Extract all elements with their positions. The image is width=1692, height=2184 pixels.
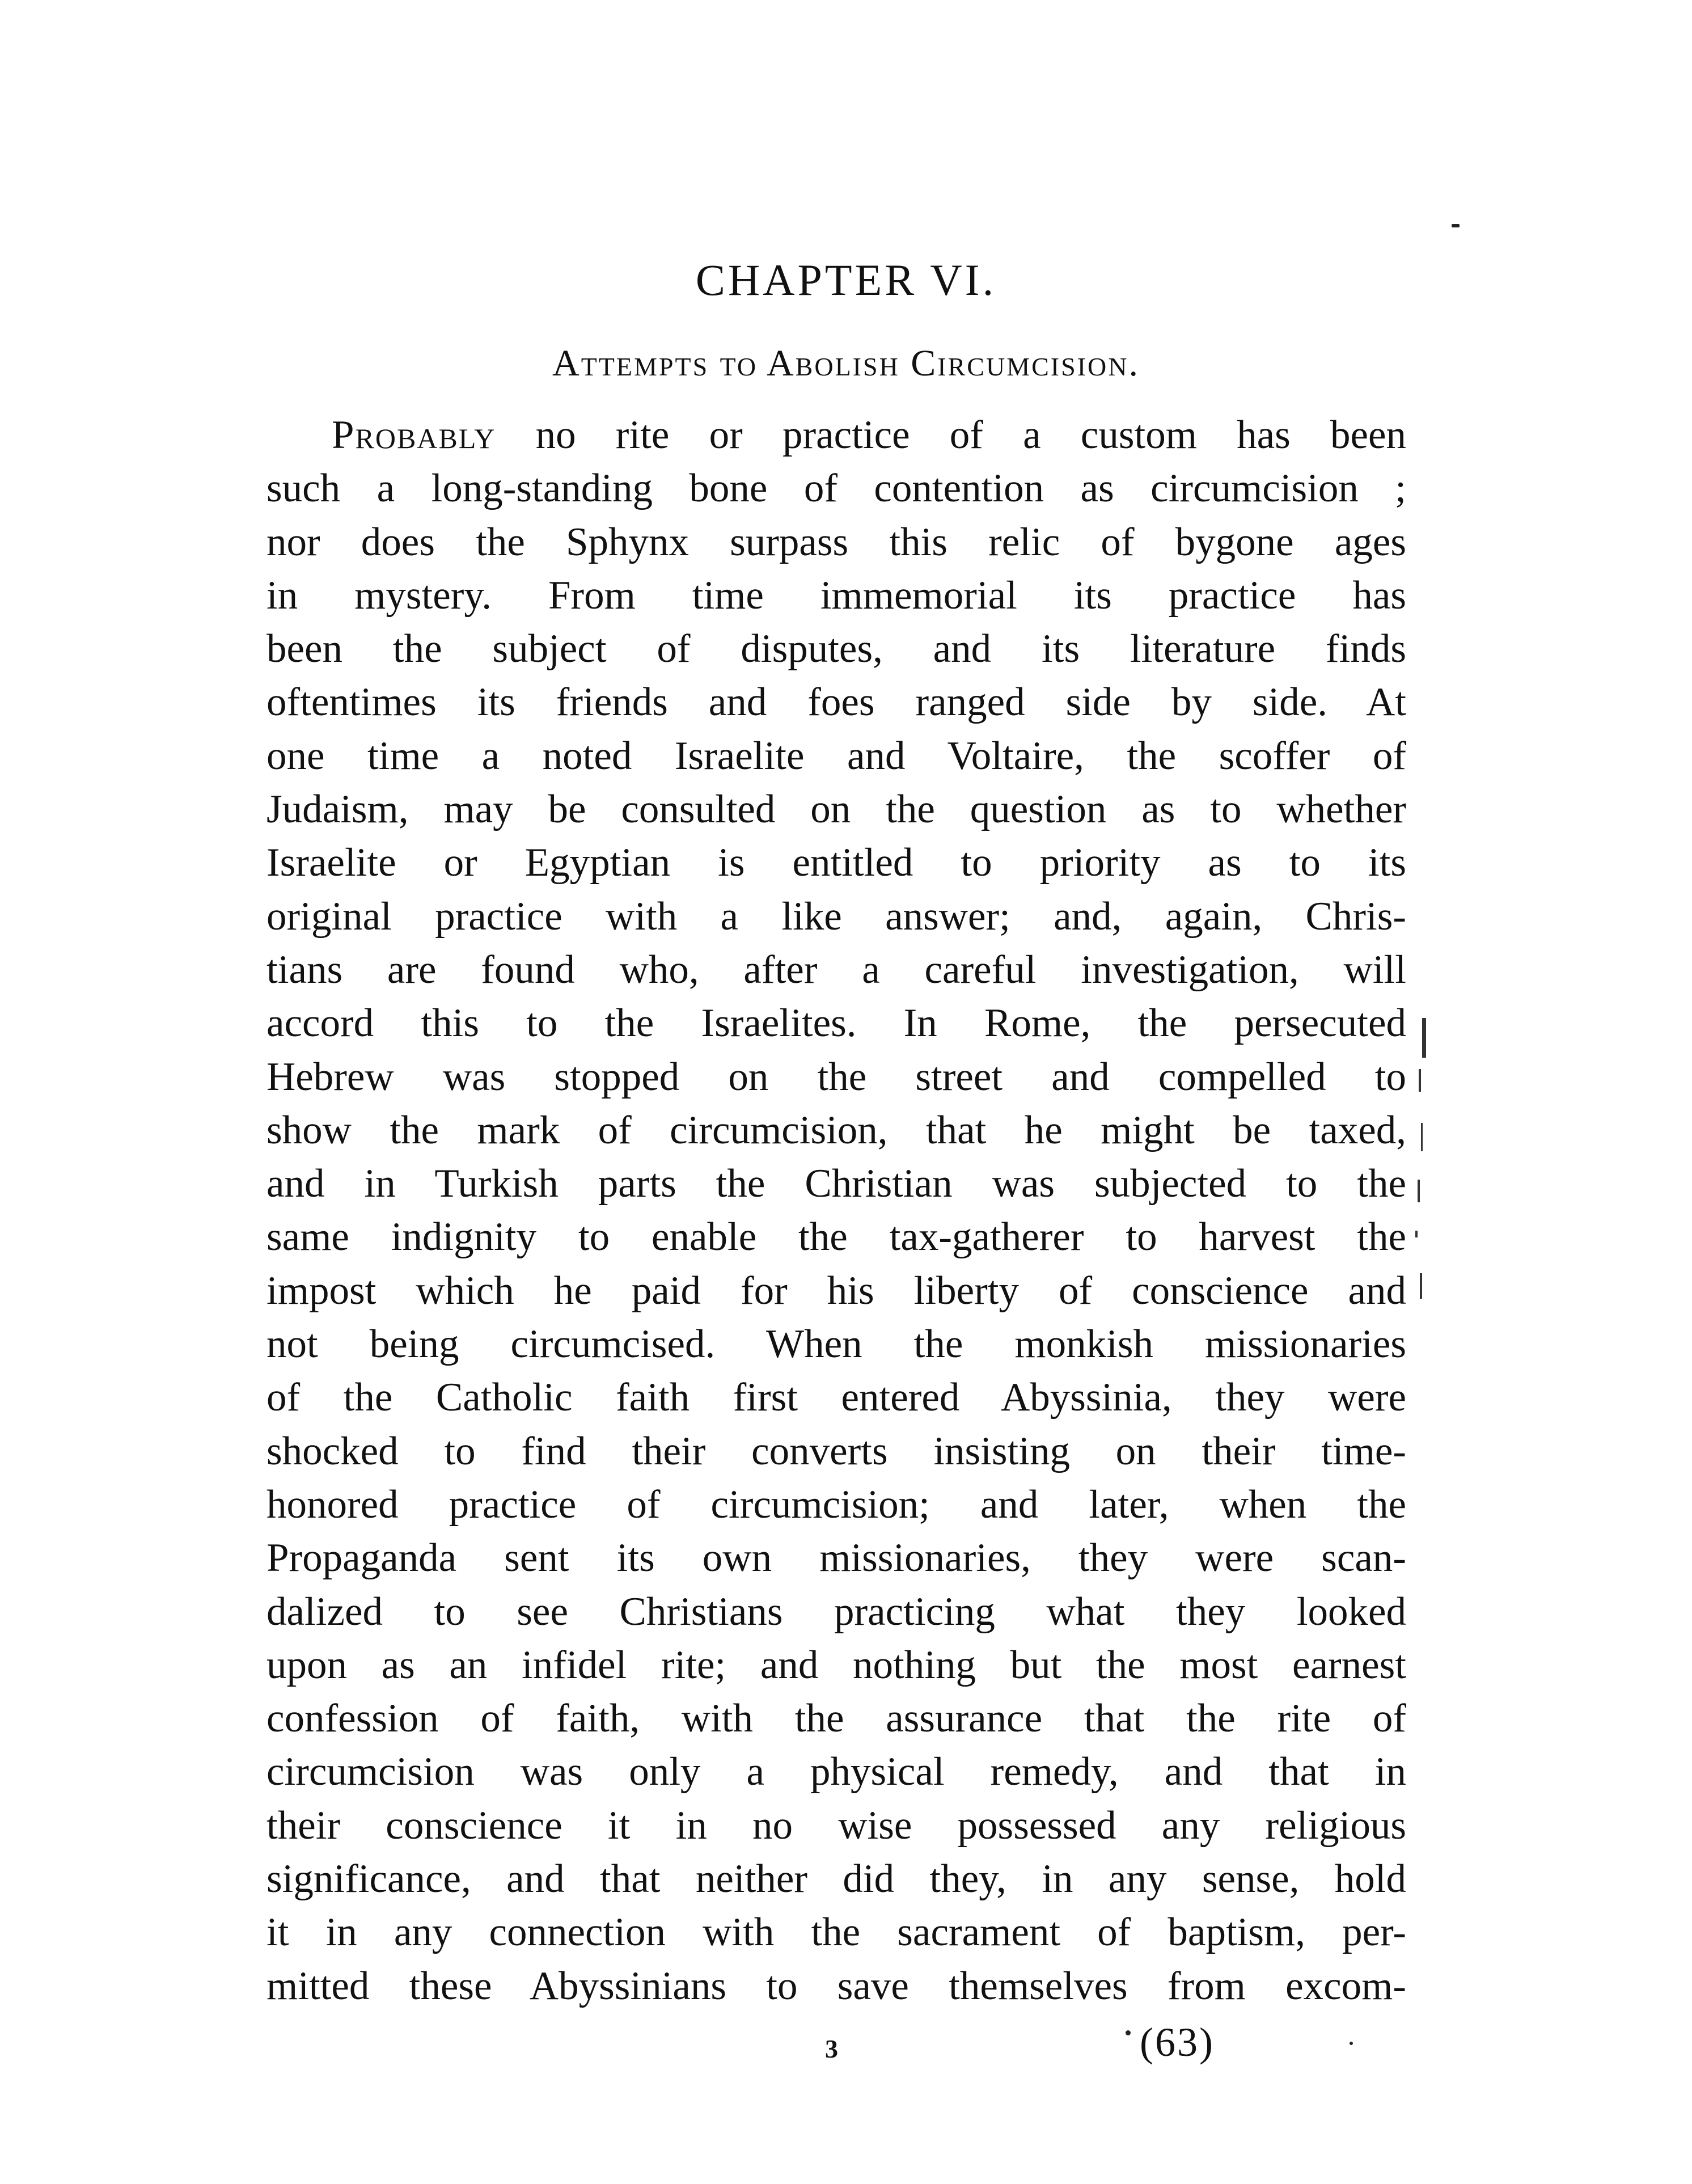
text-line: original practice with a like answer; and, again, Chris- (267, 894, 1406, 939)
text-line: impost which he paid for his liberty of conscience and (267, 1268, 1406, 1313)
text-line: Israelite or Egyptian is entitled to priority as to its (267, 840, 1406, 885)
text-line: significance, and that neither did they, in any sense, hold (267, 1857, 1406, 1902)
text-line: not being circumcised. When the monkish missionaries (267, 1322, 1406, 1367)
text-line: in mystery. From time immemorial its practice has (267, 573, 1406, 618)
text-line: Judaism, may be consulted on the question as to whether (267, 787, 1406, 832)
text-line: mitted these Abyssinians to save themselves from excom- (267, 1963, 1406, 2008)
text-line: oftentimes its friends and foes ranged side by side. At (267, 680, 1406, 725)
text-line: nor does the Sphynx surpass this relic of bygone ages (267, 519, 1406, 564)
lead-word: Probably (332, 413, 496, 457)
text-line: circumcision was only a physical remedy, and that in (267, 1750, 1406, 1794)
text-line: Propaganda sent its own missionaries, they were scan- (267, 1536, 1406, 1581)
margin-mark (1422, 1018, 1426, 1058)
text-line: been the subject of disputes, and its literature finds (267, 627, 1406, 671)
speck-dot (1452, 224, 1460, 227)
text-line: Hebrew was stopped on the street and compelled to (267, 1054, 1406, 1099)
margin-mark (1421, 1123, 1423, 1151)
margin-mark (1415, 1231, 1418, 1237)
text-line: of the Catholic faith first entered Abyssinia, they were (267, 1375, 1406, 1420)
text-line: confession of faith, with the assurance that the rite of (267, 1696, 1406, 1741)
text-line: upon as an infidel rite; and nothing but the most earnest (267, 1642, 1406, 1687)
text-line: same indignity to enable the tax-gatherer to harvest the (267, 1215, 1406, 1260)
text-line: their conscience it in no wise possessed any religious (267, 1803, 1406, 1848)
text-line: show the mark of circumcision, that he might be taxed, (267, 1108, 1406, 1152)
text-line: it in any connection with the sacrament of baptism, per- (267, 1910, 1406, 1955)
chapter-title: CHAPTER VI. (695, 255, 997, 305)
text-line (267, 408, 1406, 462)
text-line: one time a noted Israelite and Voltaire, the scoffer of (267, 733, 1406, 778)
body-text (267, 408, 1406, 2013)
text-line: honored practice of circumcision; and later, when the (267, 1482, 1406, 1527)
text-line: tians are found who, after a careful investigation, will (267, 947, 1406, 992)
text-line: shocked to find their converts insisting on their time- (267, 1429, 1406, 1473)
page-number: (63) (1140, 2020, 1215, 2065)
text-line-rest: no rite or practice of a custom has been (496, 413, 1406, 457)
margin-mark (1418, 1180, 1420, 1202)
speck-dot (1350, 2042, 1353, 2045)
margin-mark (1419, 1069, 1421, 1092)
text-line: dalized to see Christians practicing what they looked (267, 1589, 1406, 1634)
text-line: accord this to the Israelites. In Rome, the persecuted (267, 1001, 1406, 1046)
signature-mark: 3 (825, 2034, 838, 2063)
text-line: and in Turkish parts the Christian was subjected to the (267, 1161, 1406, 1206)
chapter-subtitle: Attempts to Abolish Circumcision. (552, 343, 1140, 384)
text-line: such a long-standing bone of contention as circumcision ; (267, 466, 1406, 511)
speck-dot (1126, 2030, 1131, 2035)
margin-mark (1420, 1273, 1422, 1299)
